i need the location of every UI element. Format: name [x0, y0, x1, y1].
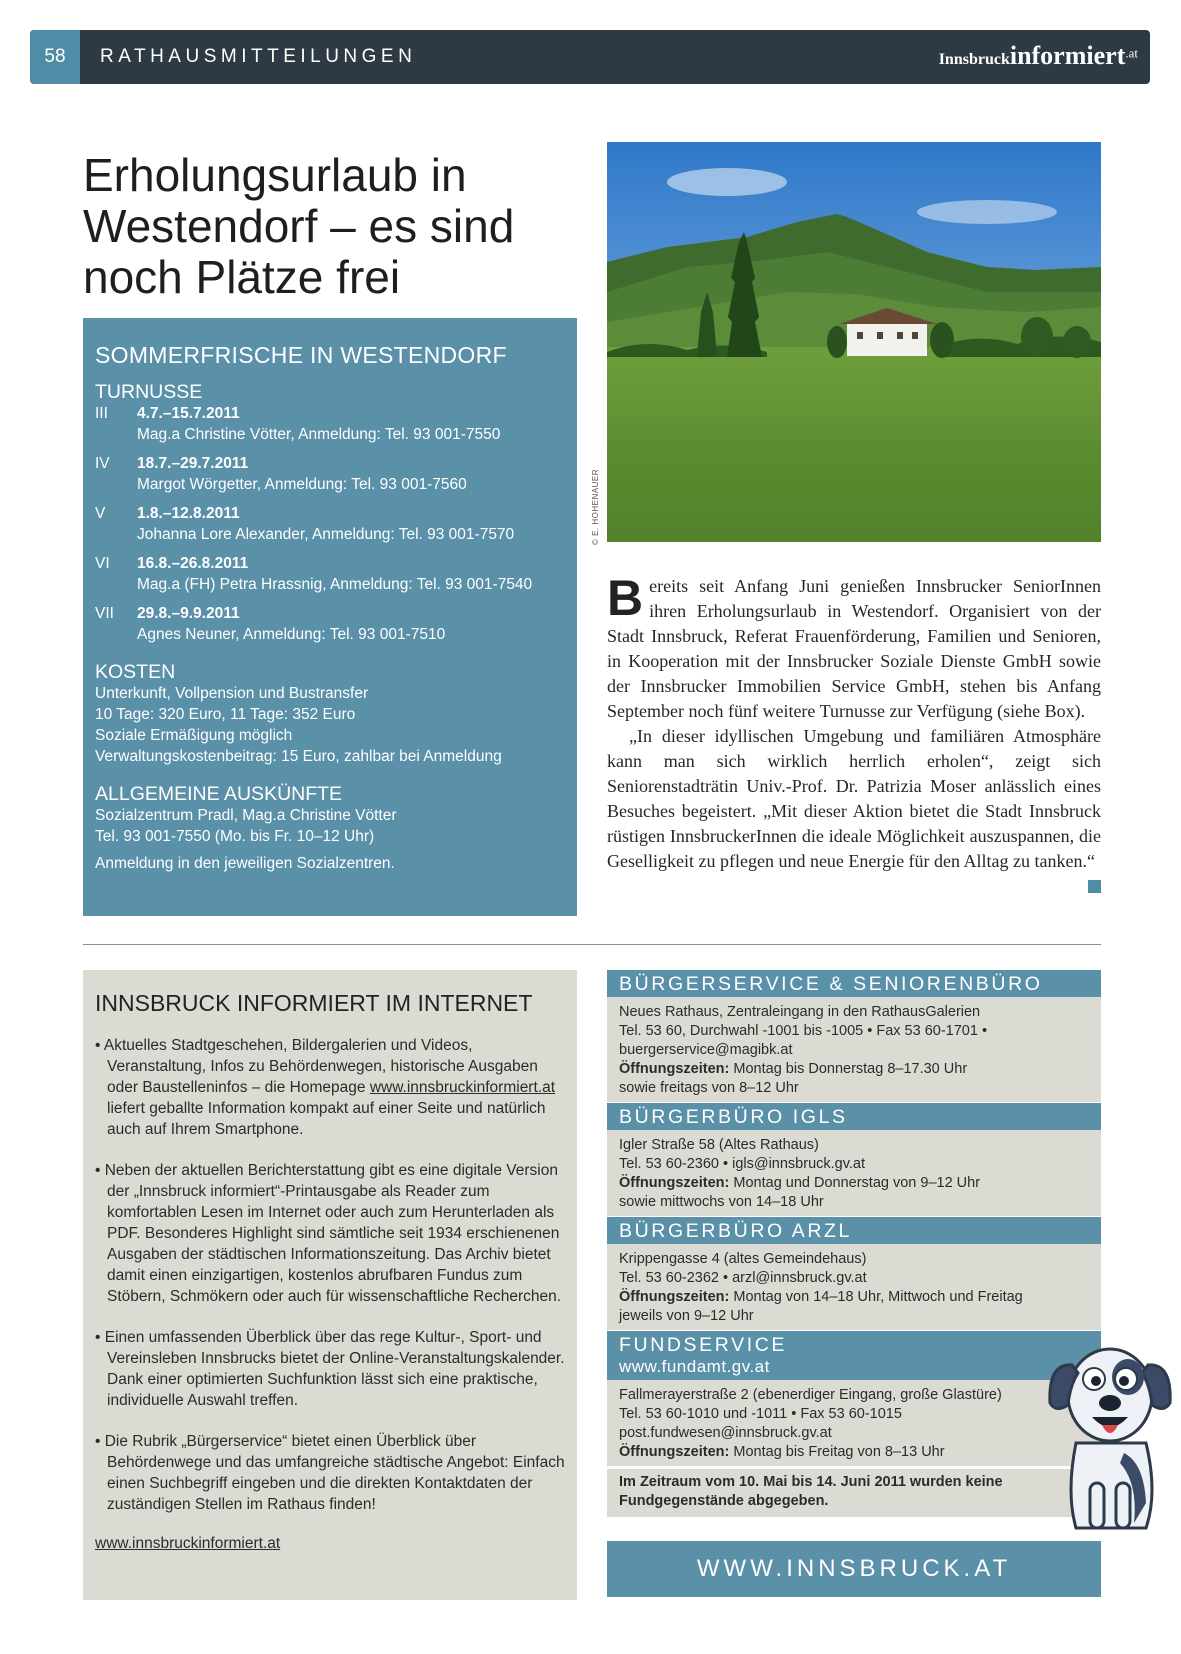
info-line: 10 Tage: 320 Euro, 11 Tage: 352 Euro	[95, 706, 356, 723]
turnus-dates: 16.8.–26.8.2011	[137, 555, 249, 572]
info-line: Tel. 53 60-1010 und -1011 • Fax 53 60-1015	[619, 1406, 902, 1422]
internet-infobox	[83, 970, 577, 1600]
turnusse-heading: TURNUSSE	[95, 381, 203, 403]
turnus-number: VII	[95, 605, 114, 622]
turnus-contact: Agnes Neuner, Anmeldung: Tel. 93 001-7510	[137, 626, 446, 643]
turnus-item	[95, 553, 565, 595]
info-line: Fallmerayerstraße 2 (ebenerdiger Eingang, große Glastüre)	[619, 1387, 1002, 1403]
service-title: BÜRGERSERVICE & SENIORENBÜRO	[607, 970, 1101, 997]
info-line: post.fundwesen@innsbruck.gv.at	[619, 1425, 832, 1441]
turnus-item	[95, 453, 565, 495]
anmeldung-note: Anmeldung in den jeweiligen Sozialzentren.	[95, 855, 395, 872]
info-line: Sozialzentrum Pradl, Mag.a Christine Vötter	[95, 807, 397, 824]
auskuenfte-heading: ALLGEMEINE AUSKÜNFTE	[95, 783, 343, 805]
turnus-contact: Mag.a Christine Vötter, Anmeldung: Tel. 93 001-7550	[137, 426, 501, 443]
service-hours: Öffnungszeiten: Montag und Donnerstag von 9–12 Uhr	[619, 1175, 981, 1191]
bullet-item: • Die Rubrik „Bürgerservice“ bietet einen Überblick über Behördenwege und das umfangreiche städtische Angebot: Einfach einen Suchbegriff eingeben und die direkten Kontaktdaten der zuständigen Stellen im Rathaus finden!	[95, 1433, 565, 1513]
turnus-item	[95, 503, 565, 545]
info-line: Soziale Ermäßigung möglich	[95, 727, 293, 744]
turnus-dates: 29.8.–9.9.2011	[137, 605, 240, 622]
website-banner[interactable]: WWW.INNSBRUCK.AT	[607, 1541, 1101, 1597]
turnus-item	[95, 403, 565, 445]
service-hours-extra: sowie mittwochs von 14–18 Uhr	[619, 1194, 824, 1210]
info-line: Tel. 93 001-7550 (Mo. bis Fr. 10–12 Uhr)	[95, 828, 375, 845]
dog-mascot-icon	[1046, 1333, 1176, 1533]
article-headline: Erholungsurlaub in Westendorf – es sind noch Plätze frei	[83, 149, 515, 303]
turnus-number: VI	[95, 555, 110, 572]
info-line: Unterkunft, Vollpension und Bustransfer	[95, 685, 369, 702]
turnus-contact: Johanna Lore Alexander, Anmeldung: Tel. 93 001-7570	[137, 526, 515, 543]
auskuenfte-lines	[95, 805, 565, 847]
internet-box-title: INNSBRUCK INFORMIERT IM INTERNET	[95, 990, 533, 1016]
fundservice-title: FUNDSERVICE	[619, 1334, 788, 1356]
service-hours: Öffnungszeiten: Montag bis Donnerstag 8–17.30 Uhr	[619, 1061, 968, 1077]
landscape-photo	[607, 142, 1101, 542]
fundservice-note: Im Zeitraum vom 10. Mai bis 14. Juni 2011 wurden keine Fundgegenstände abgegeben.	[607, 1467, 1101, 1517]
service-hours: Öffnungszeiten: Montag von 14–18 Uhr, Mittwoch und Freitag	[619, 1289, 1023, 1305]
service-line: Neues Rathaus, Zentraleingang in den RathausGalerien	[619, 1004, 981, 1020]
turnus-contact: Mag.a (FH) Petra Hrassnig, Anmeldung: Tel. 93 001-7540	[137, 576, 533, 593]
bullet-item: • Einen umfassenden Überblick über das rege Kultur-, Sport- und Vereinsleben Innsbrucks bietet der Online-Veranstaltungskalender. Dank einer optimierten Suchfunktion lässt sich eine praktische, individuelle Auswahl treffen.	[95, 1329, 565, 1409]
service-line: Tel. 53 60-2362 • arzl@innsbruck.gv.at	[619, 1270, 867, 1286]
service-details	[607, 997, 1101, 1102]
brand-logo: Innsbruckinformiert$^{.at}$	[938, 41, 1138, 70]
turnus-number: IV	[95, 455, 110, 472]
article-paragraph-1: Bereits seit Anfang Juni genießen Innsbrucker SeniorInnen ihren Erholungsurlaub in Westendorf. Organisiert von der Stadt Innsbruck, Referat Frauenförderung, Familien und Senioren, in Kooperation mit der Innsbrucker Soziale Dienste GmbH sowie der Innsbrucker Immobilien Service GmbH, stehen bis Anfang September noch fünf weitere Turnusse zur Verfügung (siehe Box).	[607, 570, 1101, 721]
turnus-dates: 18.7.–29.7.2011	[137, 455, 249, 472]
fundservice-header	[607, 1331, 1101, 1380]
article-paragraph-2: „In dieser idyllischen Umgebung und familiären Atmosphäre kann man sich wirklich herrlich erholen“, zeigt sich Seniorenstadträtin Univ.-Prof. Dr. Patrizia Moser anlässlich eines Besuches begeistert. „Mit dieser Aktion bietet die Stadt Innsbruck rüstigen InnsbruckerInnen die ideale Möglichkeit auszuspannen, die Geselligkeit zu pflegen und neue Energie für den Alltag zu tanken.“	[607, 724, 1101, 874]
section-title: RATHAUSMITTEILUNGEN	[100, 46, 417, 67]
turnus-list	[95, 403, 565, 645]
service-title: BÜRGERBÜRO IGLS	[607, 1103, 1101, 1130]
website-link[interactable]: www.innsbruckinformiert.at	[95, 1535, 281, 1552]
fundservice-details: Fallmerayerstraße 2 (ebenerdiger Eingang, große Glastüre) Tel. 53 60-1010 und -1011 • Fax 53 60-1015 post.fundwesen@innsbruck.gv.at Öffnungszeiten: Montag bis Freitag von 8–13 Uhr	[607, 1380, 1101, 1466]
section-divider	[83, 944, 1101, 945]
turnus-number: III	[95, 405, 108, 422]
service-hours-extra: sowie freitags von 8–12 Uhr	[619, 1080, 799, 1096]
turnus-contact: Margot Wörgetter, Anmeldung: Tel. 93 001-7560	[137, 476, 467, 493]
infobox-title: SOMMERFRISCHE IN WESTENDORF	[95, 342, 507, 368]
service-directory	[607, 970, 1101, 1517]
page-number: 58	[30, 30, 80, 84]
end-mark-icon	[1088, 880, 1101, 893]
service-hours-extra: jeweils von 9–12 Uhr	[619, 1308, 754, 1324]
turnus-item	[95, 603, 565, 645]
service-details	[607, 1244, 1101, 1330]
drop-cap: B	[607, 570, 644, 626]
article-body	[607, 570, 1101, 893]
service-line: Igler Straße 58 (Altes Rathaus)	[619, 1137, 819, 1153]
service-line: Tel. 53 60, Durchwahl -1001 bis -1005 • Fax 53 60-1701 •	[619, 1023, 988, 1039]
turnus-dates: 1.8.–12.8.2011	[137, 505, 240, 522]
service-title: BÜRGERBÜRO ARZL	[607, 1217, 1101, 1244]
kosten-heading: KOSTEN	[95, 661, 176, 683]
turnus-number: V	[95, 505, 106, 522]
kosten-lines	[95, 683, 565, 767]
service-line: buergerservice@magibk.at	[619, 1042, 793, 1058]
service-line: Krippengasse 4 (altes Gemeindehaus)	[619, 1251, 867, 1267]
photo-credit: © E. HOHENAUER	[591, 468, 600, 545]
turnus-dates: 4.7.–15.7.2011	[137, 405, 240, 422]
homepage-link[interactable]: www.innsbruckinformiert.at	[369, 1079, 556, 1096]
service-line: Tel. 53 60-2360 • igls@innsbruck.gv.at	[619, 1156, 866, 1172]
fundservice-url[interactable]: www.fundamt.gv.at	[619, 1357, 770, 1376]
page-header	[30, 30, 1150, 84]
bullet-item: • Aktuelles Stadtgeschehen, Bildergalerien und Videos, Veranstaltung, Infos zu Behördenwegen, historische Ausgaben oder Baustelleninfos – die Homepage www.innsbruckinformiert.at liefert geballte Information kompakt auf einer Seite und natürlich auch auf Ihrem Smartphone.	[95, 1037, 556, 1138]
sommerfrische-infobox	[83, 318, 577, 916]
info-line: Verwaltungskostenbeitrag: 15 Euro, zahlbar bei Anmeldung	[95, 748, 502, 765]
service-details	[607, 1130, 1101, 1216]
bullet-item: • Neben der aktuellen Berichterstattung gibt es eine digitale Version der „Innsbruck informiert“-Printausgabe als Reader zum komfortablen Lesen im Internet oder auch zum Herunterladen als PDF. Besonderes Highlight sind sämtliche seit 1934 erschienenen Ausgaben der städtischen Informationszeitung. Das Archiv bietet damit einen einzigartigen, kostenlos abrufbaren Fundus zum Stöbern, Schmökern oder auch für wissenschaftliche Recherchen.	[95, 1162, 562, 1305]
